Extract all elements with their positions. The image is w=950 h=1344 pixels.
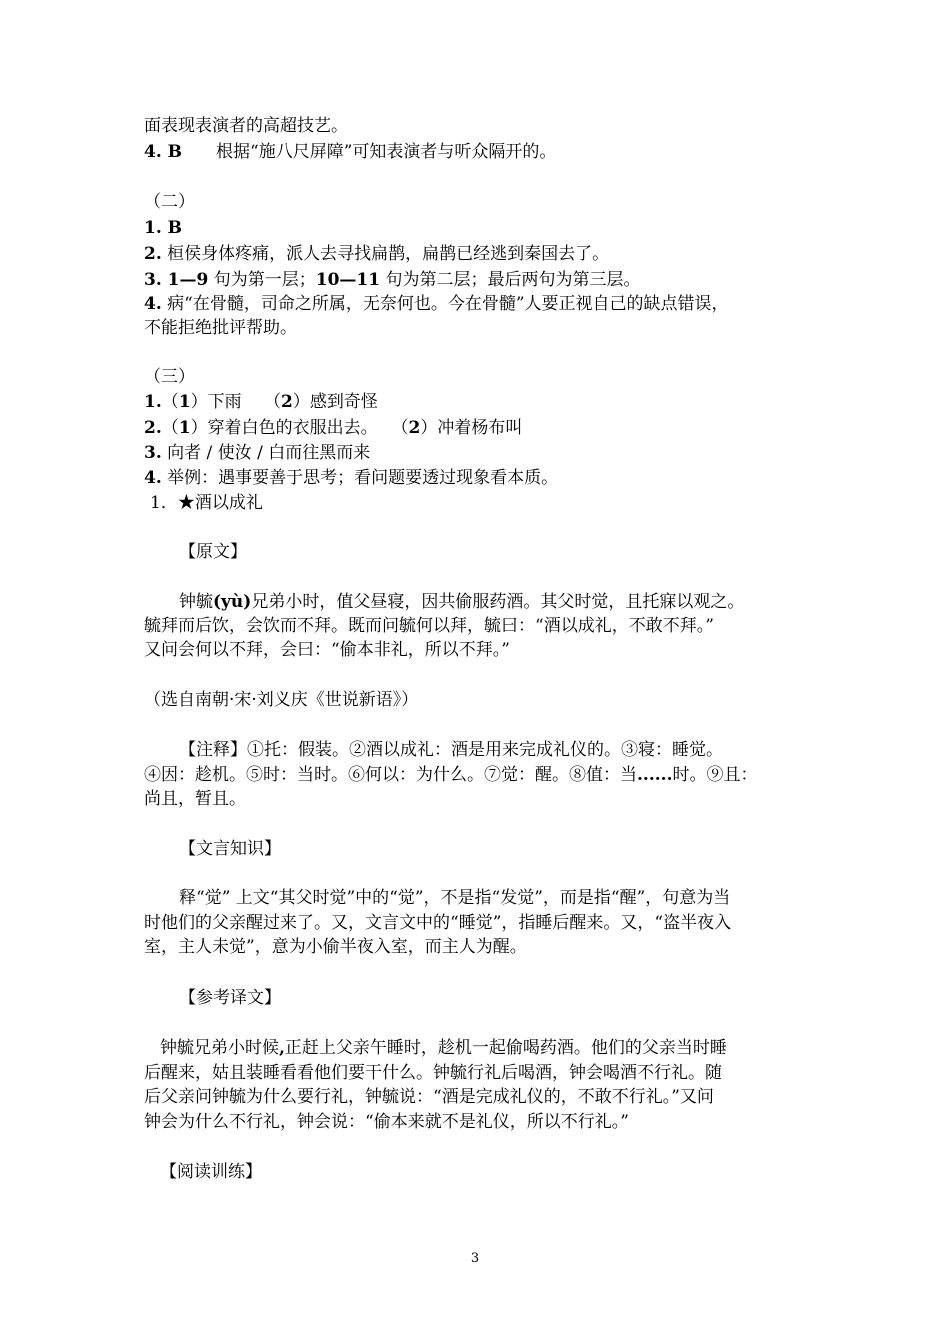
answer-3: 3. 1—9 句为第一层；10—11 句为第二层；最后两句为第三层。 [144, 270, 641, 290]
answer-4-continued: 不能拒绝批评帮助。 [144, 318, 297, 338]
section-heading-3: （三） [144, 367, 195, 387]
section-heading-2: （二） [144, 192, 195, 212]
answer-1: 1. B [144, 218, 183, 238]
annotation-line: 【注释】①托：假装。②酒以成礼：酒是用来完成礼仪的。③寝：睡觉。 [179, 740, 723, 760]
answer-4: 4. 病“在骨髓，司命之所属，无奈何也。今在骨髓”人要正视自己的缺点错误， [144, 294, 729, 314]
knowledge-line: 室，主人未觉”，意为小偷半夜入室，而主人为醒。 [144, 937, 527, 957]
answer-4: 4. 举例：遇事要善于思考；看问题要透过现象看本质。 [144, 468, 559, 488]
original-text-line: 毓拜而后饮，会饮而不拜。既而问毓何以拜，毓曰：“酒以成礼，不敢不拜。” [144, 616, 714, 636]
heading-translation: 【参考译文】 [179, 988, 281, 1008]
heading-wenyan-knowledge: 【文言知识】 [179, 839, 281, 859]
answer-1: 1.（1）下雨 （2）感到奇怪 [144, 392, 378, 412]
heading-yuanwen: 【原文】 [179, 542, 247, 562]
translation-line: 后醒来，姑且装睡看看他们要干什么。钟毓行礼后喝酒，钟会喝酒不行礼。随 [144, 1063, 722, 1083]
page-number: 3 [470, 1251, 480, 1266]
source-citation: （选自南朝·宋·刘义庆《世说新语》） [144, 690, 419, 710]
translation-line: 钟会为什么不行礼，钟会说：“偷本来就不是礼仪，所以不行礼。” [144, 1112, 629, 1132]
translation-line: 后父亲问钟毓为什么要行礼，钟毓说：“酒是完成礼仪的，不敢不行礼。”又问 [144, 1087, 714, 1107]
annotation-line: ④因：趁机。⑤时：当时。⑥何以：为什么。⑦觉：醒。⑧值：当......时。⑨且： [144, 765, 758, 785]
answer-4: 4. B 根据“施八尺屏障”可知表演者与听众隔开的。 [144, 142, 557, 162]
answer-2: 2.（1）穿着白色的衣服出去。 （2）冲着杨布叫 [144, 418, 523, 438]
original-text-line: 钟毓(yù)兄弟小时，值父昼寝，因共偷服药酒。其父时觉，且托寐以观之。 [179, 592, 745, 612]
answer-line: 面表现表演者的高超技艺。 [144, 116, 348, 136]
answer-2: 2. 桓侯身体疼痛，派人去寻找扁鹊，扁鹊已经逃到秦国去了。 [144, 244, 610, 264]
answer-3: 3. 向者 / 使汝 / 白而往黑而来 [144, 443, 371, 463]
knowledge-line: 时他们的父亲醒过来了。又，文言文中的“睡觉”，指睡后醒来。又，“盗半夜入 [144, 913, 732, 933]
heading-reading-practice: 【阅读训练】 [160, 1162, 262, 1182]
original-text-line: 又问会何以不拜，会曰：“偷本非礼，所以不拜。” [144, 640, 510, 660]
annotation-line: 尚且，暂且。 [144, 789, 246, 809]
translation-line: 钟毓兄弟小时候,正赶上父亲午睡时，趁机一起偷喝药酒。他们的父亲当时睡 [160, 1038, 727, 1058]
knowledge-line: 释“觉” 上文“其父时觉”中的“觉”，不是指“发觉”，而是指“醒”，句意为当 [179, 888, 731, 908]
story-title: 1．★酒以成礼 [150, 493, 263, 513]
